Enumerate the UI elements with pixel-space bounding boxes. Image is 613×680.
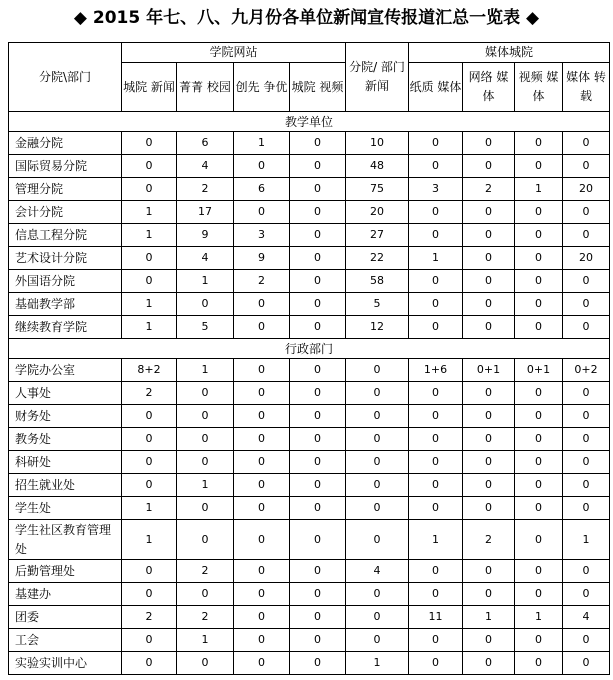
value-cell: 1 [122,316,177,339]
value-cell: 0 [409,316,463,339]
value-cell: 5 [177,316,234,339]
value-cell: 0 [409,428,463,451]
value-cell: 0 [290,316,346,339]
value-cell: 0 [290,405,346,428]
value-cell: 2 [234,270,290,293]
value-cell: 1 [346,652,409,675]
value-cell: 2 [177,560,234,583]
value-cell: 1 [409,520,463,560]
col-header: 媒体 转载 [563,63,610,112]
value-cell: 0 [346,497,409,520]
value-cell: 0 [409,224,463,247]
value-cell: 0 [234,451,290,474]
section-label: 行政部门 [9,339,610,359]
table-row [9,428,610,451]
page-title: ◆ 2015 年七、八、九月份各单位新闻宣传报道汇总一览表 ◆ [73,8,540,28]
value-cell: 0 [177,652,234,675]
value-cell: 0 [563,155,610,178]
value-cell: 0 [234,293,290,316]
value-cell: 1 [122,520,177,560]
value-cell: 6 [234,178,290,201]
dept-name-cell: 学院办公室 [9,359,122,382]
dept-name-cell: 工会 [9,629,122,652]
value-cell: 0 [515,405,563,428]
value-cell: 0 [177,451,234,474]
value-cell: 0 [463,224,515,247]
value-cell: 0 [234,652,290,675]
value-cell: 0 [409,652,463,675]
value-cell: 0 [563,132,610,155]
value-cell: 12 [346,316,409,339]
table-row [9,178,610,201]
value-cell: 48 [346,155,409,178]
table-row [9,155,610,178]
value-cell: 8+2 [122,359,177,382]
value-cell: 0 [463,474,515,497]
value-cell: 3 [409,178,463,201]
table-row [9,201,610,224]
value-cell: 0 [346,405,409,428]
value-cell: 0 [409,560,463,583]
value-cell: 1 [409,247,463,270]
table-row [9,293,610,316]
dept-name-cell: 管理分院 [9,178,122,201]
dept-name-cell: 信息工程分院 [9,224,122,247]
value-cell: 0 [346,382,409,405]
corner-header: 分院\部门 [9,43,122,112]
value-cell: 1 [234,132,290,155]
value-cell: 0 [234,629,290,652]
value-cell: 0 [346,474,409,497]
value-cell: 9 [234,247,290,270]
value-cell: 0 [290,224,346,247]
value-cell: 0 [463,629,515,652]
value-cell: 0 [515,451,563,474]
section-row [9,112,610,132]
value-cell: 0 [122,629,177,652]
value-cell: 0 [463,201,515,224]
value-cell: 58 [346,270,409,293]
value-cell: 0 [463,405,515,428]
value-cell: 20 [563,178,610,201]
value-cell: 0 [515,497,563,520]
col-header: 视频 媒体 [515,63,563,112]
value-cell: 1 [122,497,177,520]
dept-name-cell: 学生处 [9,497,122,520]
table-row [9,629,610,652]
value-cell: 0 [122,155,177,178]
table-row [9,405,610,428]
value-cell: 2 [463,520,515,560]
value-cell: 0 [234,405,290,428]
group-header-school-site: 学院网站 [122,43,346,63]
value-cell: 2 [463,178,515,201]
value-cell: 0 [346,629,409,652]
value-cell: 0+1 [515,359,563,382]
value-cell: 0 [515,132,563,155]
dept-name-cell: 教务处 [9,428,122,451]
dept-name-cell: 科研处 [9,451,122,474]
value-cell: 0 [463,583,515,606]
value-cell: 0 [290,293,346,316]
value-cell: 0 [409,405,463,428]
value-cell: 0 [563,293,610,316]
value-cell: 0 [515,520,563,560]
value-cell: 0 [409,583,463,606]
value-cell: 0 [290,583,346,606]
value-cell: 0 [515,293,563,316]
col-header: 创先 争优 [234,63,290,112]
value-cell: 0 [463,293,515,316]
value-cell: 0 [515,652,563,675]
value-cell: 0 [409,293,463,316]
value-cell: 3 [234,224,290,247]
table-row [9,132,610,155]
value-cell: 0 [563,428,610,451]
value-cell: 2 [177,606,234,629]
dept-name-cell: 继续教育学院 [9,316,122,339]
table-row [9,474,610,497]
value-cell: 0 [563,201,610,224]
value-cell: 0 [515,428,563,451]
value-cell: 0 [122,583,177,606]
value-cell: 0 [177,583,234,606]
value-cell: 10 [346,132,409,155]
value-cell: 0 [563,405,610,428]
table-row [9,451,610,474]
value-cell: 1 [177,629,234,652]
table-row [9,560,610,583]
value-cell: 0 [177,293,234,316]
value-cell: 27 [346,224,409,247]
value-cell: 0 [463,428,515,451]
dept-name-cell: 艺术设计分院 [9,247,122,270]
value-cell: 0 [515,270,563,293]
value-cell: 0 [563,316,610,339]
value-cell: 1 [515,178,563,201]
value-cell: 0 [234,606,290,629]
value-cell: 2 [122,382,177,405]
value-cell: 0 [234,155,290,178]
value-cell: 0 [177,382,234,405]
dept-name-cell: 招生就业处 [9,474,122,497]
value-cell: 0 [409,474,463,497]
value-cell: 6 [177,132,234,155]
news-summary-table [8,42,610,675]
dept-name-cell: 国际贸易分院 [9,155,122,178]
value-cell: 0 [290,201,346,224]
value-cell: 0 [290,606,346,629]
table-body [9,112,610,675]
value-cell: 1 [177,270,234,293]
col-header: 城院 新闻 [122,63,177,112]
value-cell: 0 [563,583,610,606]
value-cell: 0 [177,405,234,428]
value-cell: 5 [346,293,409,316]
col-header: 城院 视频 [290,63,346,112]
value-cell: 0 [234,583,290,606]
value-cell: 0 [290,155,346,178]
value-cell: 0 [563,652,610,675]
value-cell: 0 [234,520,290,560]
value-cell: 0 [234,474,290,497]
value-cell: 0 [122,474,177,497]
value-cell: 0 [290,428,346,451]
dept-name-cell: 人事处 [9,382,122,405]
value-cell: 0 [515,155,563,178]
value-cell: 0 [122,270,177,293]
dept-name-cell: 后勤管理处 [9,560,122,583]
dept-name-cell: 基建办 [9,583,122,606]
value-cell: 1 [515,606,563,629]
value-cell: 0 [563,451,610,474]
value-cell: 0 [122,178,177,201]
value-cell: 0+2 [563,359,610,382]
value-cell: 0 [463,155,515,178]
value-cell: 0 [122,428,177,451]
value-cell: 4 [177,247,234,270]
value-cell: 2 [122,606,177,629]
value-cell: 4 [563,606,610,629]
value-cell: 1 [463,606,515,629]
dept-name-cell: 基础教学部 [9,293,122,316]
value-cell: 0 [409,270,463,293]
table-row [9,583,610,606]
value-cell: 0 [346,451,409,474]
table-row [9,224,610,247]
value-cell: 0 [409,497,463,520]
value-cell: 0 [346,428,409,451]
value-cell: 0 [463,382,515,405]
value-cell: 0 [290,247,346,270]
value-cell: 0 [290,652,346,675]
section-label: 教学单位 [9,112,610,132]
value-cell: 0 [122,560,177,583]
value-cell: 9 [177,224,234,247]
value-cell: 0 [563,382,610,405]
value-cell: 0 [177,497,234,520]
value-cell: 0 [563,497,610,520]
value-cell: 0 [290,178,346,201]
value-cell: 0 [515,629,563,652]
group-header-media: 媒体城院 [409,43,610,63]
value-cell: 0 [234,201,290,224]
value-cell: 22 [346,247,409,270]
value-cell: 0 [346,520,409,560]
value-cell: 0 [409,155,463,178]
value-cell: 0 [515,560,563,583]
value-cell: 1+6 [409,359,463,382]
col-header: 网络 媒体 [463,63,515,112]
value-cell: 20 [346,201,409,224]
table-row [9,497,610,520]
value-cell: 0 [409,201,463,224]
value-cell: 0 [122,451,177,474]
value-cell: 4 [346,560,409,583]
value-cell: 0 [290,629,346,652]
value-cell: 0 [563,270,610,293]
value-cell: 0 [463,316,515,339]
value-cell: 0 [122,652,177,675]
col-header-dept-news: 分院/ 部门 新闻 [346,43,409,112]
dept-name-cell: 实验实训中心 [9,652,122,675]
value-cell: 0 [515,474,563,497]
value-cell: 0 [563,560,610,583]
value-cell: 0 [234,497,290,520]
value-cell: 2 [177,178,234,201]
value-cell: 0 [234,382,290,405]
value-cell: 0 [563,224,610,247]
value-cell: 0 [515,382,563,405]
value-cell: 0 [234,428,290,451]
dept-name-cell: 学生社区教育管理处 [9,520,122,560]
table-row [9,382,610,405]
value-cell: 0 [563,629,610,652]
value-cell: 0 [177,520,234,560]
dept-name-cell: 外国语分院 [9,270,122,293]
value-cell: 1 [177,359,234,382]
value-cell: 0 [515,201,563,224]
dept-name-cell: 财务处 [9,405,122,428]
value-cell: 1 [122,201,177,224]
value-cell: 4 [177,155,234,178]
value-cell: 0 [346,606,409,629]
value-cell: 0 [177,428,234,451]
value-cell: 0 [290,520,346,560]
value-cell: 0 [290,132,346,155]
value-cell: 0 [409,629,463,652]
value-cell: 0 [234,560,290,583]
table-row [9,359,610,382]
value-cell: 17 [177,201,234,224]
value-cell: 0 [290,474,346,497]
value-cell: 0 [515,247,563,270]
value-cell: 0 [515,224,563,247]
value-cell: 0 [409,132,463,155]
value-cell: 0 [234,316,290,339]
dept-name-cell: 团委 [9,606,122,629]
dept-name-cell: 金融分院 [9,132,122,155]
col-header: 纸质 媒体 [409,63,463,112]
value-cell: 20 [563,247,610,270]
value-cell: 0 [290,359,346,382]
value-cell: 1 [122,224,177,247]
value-cell: 0+1 [463,359,515,382]
dept-name-cell: 会计分院 [9,201,122,224]
value-cell: 0 [122,132,177,155]
value-cell: 0 [463,247,515,270]
value-cell: 0 [515,583,563,606]
value-cell: 0 [463,652,515,675]
table-row [9,520,610,560]
value-cell: 0 [463,497,515,520]
table-row [9,652,610,675]
value-cell: 1 [563,520,610,560]
value-cell: 75 [346,178,409,201]
value-cell: 0 [515,316,563,339]
value-cell: 0 [463,132,515,155]
value-cell: 0 [290,270,346,293]
value-cell: 0 [290,497,346,520]
value-cell: 0 [290,451,346,474]
section-row [9,339,610,359]
value-cell: 0 [346,359,409,382]
col-header: 菁菁 校园 [177,63,234,112]
table-row [9,316,610,339]
value-cell: 11 [409,606,463,629]
value-cell: 0 [346,583,409,606]
value-cell: 0 [234,359,290,382]
value-cell: 0 [290,382,346,405]
value-cell: 0 [290,560,346,583]
table-row [9,270,610,293]
value-cell: 0 [463,560,515,583]
value-cell: 0 [409,451,463,474]
value-cell: 0 [122,405,177,428]
value-cell: 0 [463,270,515,293]
value-cell: 0 [122,247,177,270]
value-cell: 0 [463,451,515,474]
value-cell: 1 [122,293,177,316]
table-row [9,606,610,629]
value-cell: 0 [563,474,610,497]
table-row [9,247,610,270]
value-cell: 0 [409,382,463,405]
value-cell: 1 [177,474,234,497]
